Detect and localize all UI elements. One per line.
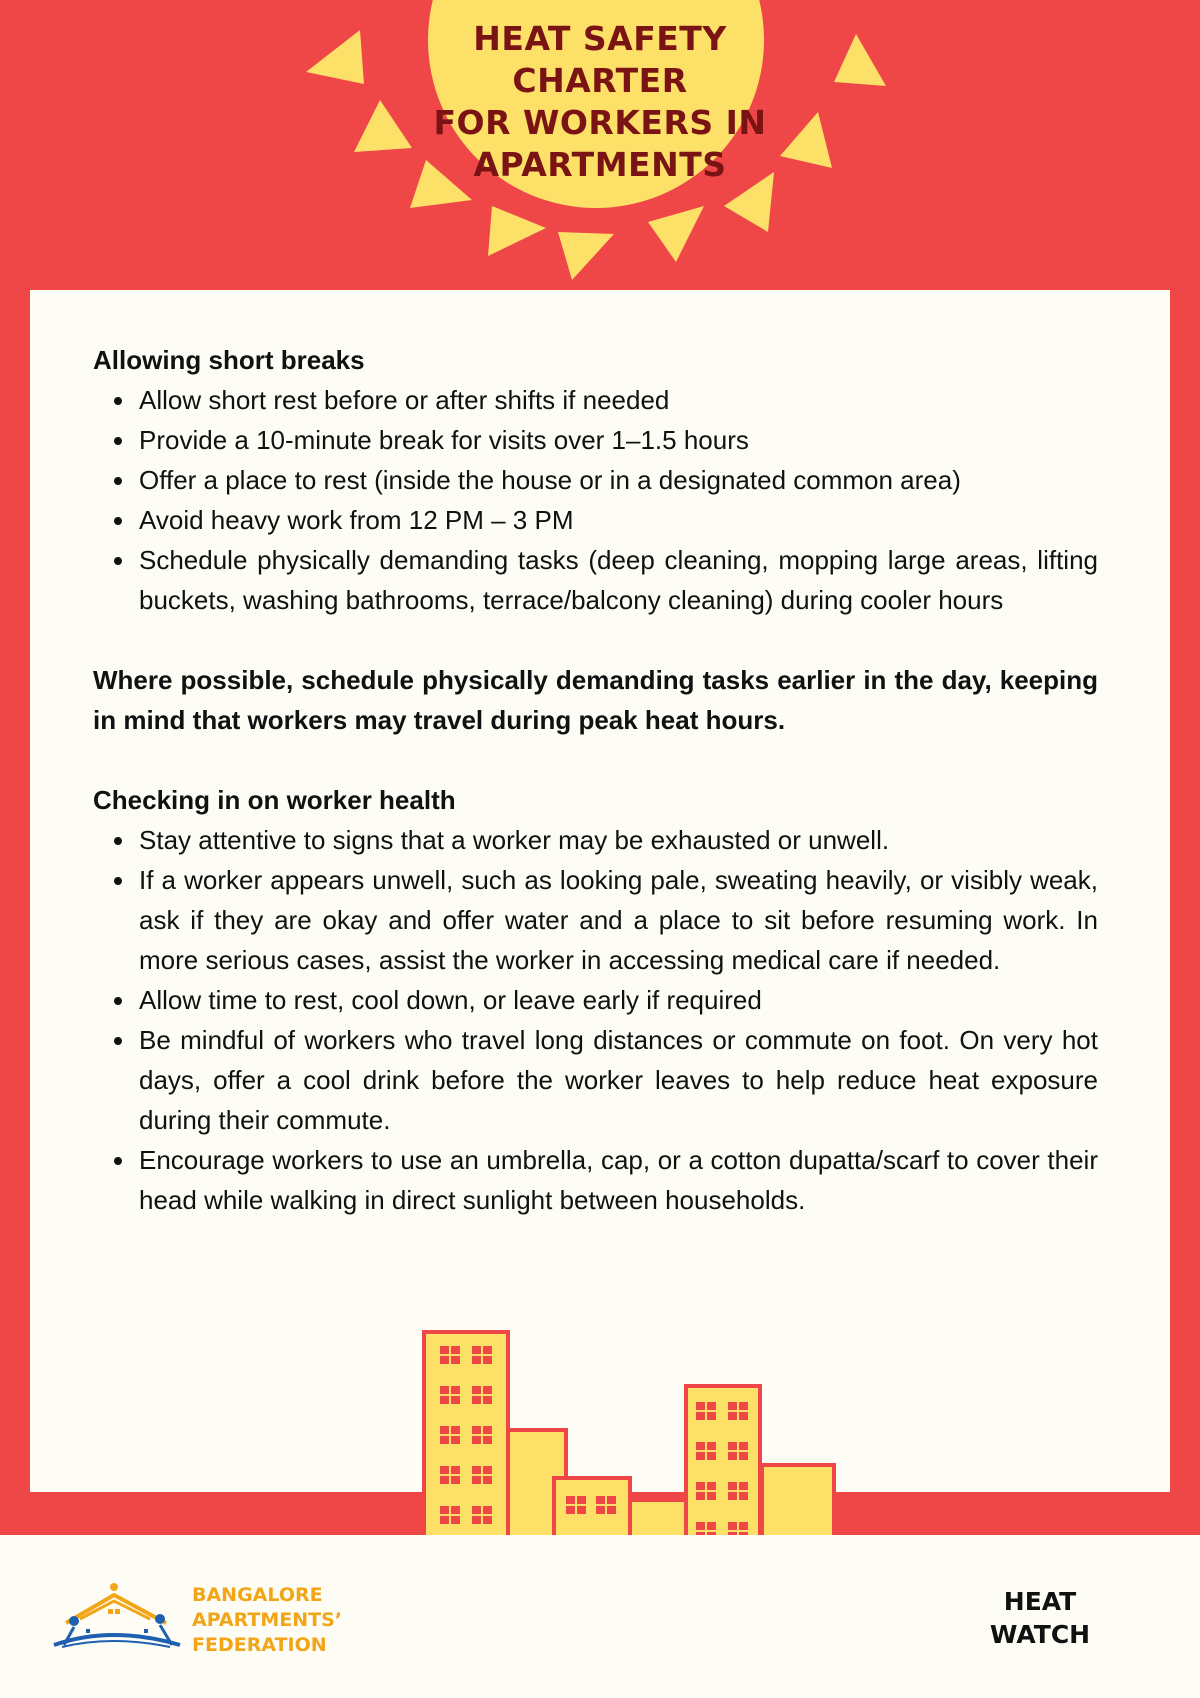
heatwatch-line: HEAT (1003, 1587, 1077, 1616)
title-line: FOR WORKERS IN (433, 103, 767, 142)
list-item: Encourage workers to use an umbrella, cap, or a cotton dupatta/scarf to cover their head while walking in direct sunlight between households. (93, 1140, 1098, 1220)
list-item: If a worker appears unwell, such as looking pale, sweating heavily, or visibly weak, ask if they are okay and offer water and a place to sit before resuming work. In more serious cases, assist the worker in accessing medical care if needed. (93, 860, 1098, 980)
heat-watch-label (960, 1585, 1120, 1651)
list-item: Avoid heavy work from 12 PM – 3 PM (93, 500, 1098, 540)
heatwatch-line: WATCH (989, 1620, 1091, 1649)
logo-line: FEDERATION (192, 1634, 327, 1656)
federation-logo-text (192, 1583, 342, 1658)
section-heading-worker-health: Checking in on worker health (93, 785, 456, 815)
list-item: Stay attentive to signs that a worker may be exhausted or unwell. (93, 820, 1098, 860)
list-item: Schedule physically demanding tasks (deep cleaning, mopping large areas, lifting buckets, washing bathrooms, terrace/balcony cleaning) during cooler hours (93, 540, 1098, 620)
section-heading-short-breaks: Allowing short breaks (93, 345, 365, 375)
title-line: HEAT SAFETY CHARTER (473, 19, 727, 100)
list-item: Offer a place to rest (inside the house or in a designated common area) (93, 460, 1098, 500)
list-item: Provide a 10-minute break for visits over 1–1.5 hours (93, 420, 1098, 460)
list-item: Be mindful of workers who travel long distances or commute on foot. On very hot days, offer a cool drink before the worker leaves to help reduce heat exposure during their commute. (93, 1020, 1098, 1140)
list-item: Allow time to rest, cool down, or leave early if required (93, 980, 1098, 1020)
list-item: Allow short rest before or after shifts if needed (93, 380, 1098, 420)
logo-line: BANGALORE (192, 1584, 323, 1606)
title-line: APARTMENTS (473, 145, 727, 184)
footer (0, 1535, 1200, 1698)
federation-logo-icon (52, 1579, 182, 1649)
schedule-note: Where possible, schedule physically demanding tasks earlier in the day, keeping in mind that workers may travel during peak heat hours. (93, 665, 1098, 735)
logo-line: APARTMENTS’ (192, 1609, 342, 1631)
